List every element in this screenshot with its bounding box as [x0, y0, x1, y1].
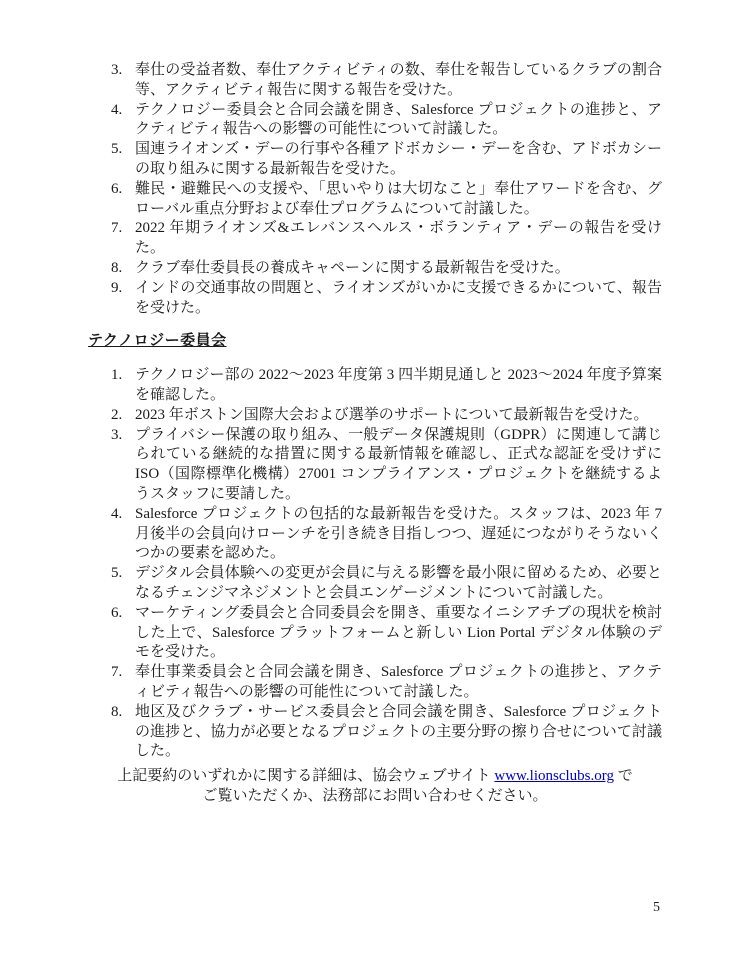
list-item-number: 6.: [111, 604, 123, 621]
list-item-text: 2022 年期ライオンズ&エレバンスヘルス・ボランティア・デーの報告を受けた。: [135, 220, 662, 257]
page-number: 5: [653, 900, 660, 915]
list-item: [88, 61, 662, 101]
list-item: [88, 426, 662, 505]
website-link[interactable]: www.lionsclubs.org: [494, 768, 614, 785]
list-item-number: 3.: [111, 426, 123, 443]
list-item-text: プライバシー保護の取り組み、一般データ保護規則（GDPR）に関連して講じられている継続的な措置に関する最新情報を確認し、正式な認証を受けずに ISO（国際標準化機構）27001 コンプライアンス・プロジェクトを継続するようスタッフに要請した。: [135, 426, 662, 502]
list-item: [88, 101, 662, 141]
list-item-text: 国連ライオンズ・デーの行事や各種アドボカシー・デーを含む、アドボカシーの取り組みに関する最新報告を受けた。: [135, 141, 662, 177]
list-item-number: 7.: [111, 664, 123, 681]
list-item-number: 5.: [111, 141, 123, 158]
list-item-text: テクノロジー部の 2022～2023 年度第 3 四半期見通しと 2023～2024 年度予算案を確認した。: [135, 367, 662, 403]
footer-note: [88, 767, 662, 807]
list-item-text: マーケティング委員会と合同委員会を開き、重要なイニシアチブの現状を検討した上で、Salesforce プラットフォームと新しい Lion Portal デジタル体験のデモを受けた。: [135, 604, 662, 661]
list-item-text: テクノロジー委員会と合同会議を開き、Salesforce プロジェクトの進捗と、アクティビティ報告への影響の可能性について討議した。: [135, 101, 662, 138]
list-item-text: Salesforce プロジェクトの包括的な最新報告を受けた。スタッフは、2023 年 7 月後半の会員向けローンチを引き続き目指しつつ、遅延につながりそうないくつかの要素を認めた。: [135, 505, 662, 562]
list-item: [88, 604, 662, 663]
list-item: [88, 259, 662, 279]
list-item: [88, 366, 662, 406]
list-item-number: 3.: [111, 62, 123, 78]
list-item: [88, 406, 662, 426]
document-body: [88, 61, 662, 807]
list-item-text: インドの交通事故の問題と、ライオンズがいかに支援できるかについて、報告を受けた。: [135, 279, 662, 316]
list-item-text: 難民・避難民への支援や、「思いやりは大切なこと」奉仕アワードを含む、グローバル重点分野および奉仕プログラムについて討議した。: [135, 180, 662, 217]
list-item-number: 5.: [111, 565, 123, 582]
list-item-number: 4.: [111, 505, 123, 522]
list-item-number: 1.: [111, 367, 123, 384]
executive-committee-list: [88, 61, 662, 318]
footer-text-pre: 上記要約のいずれかに関する詳細は、協会ウェブサイト: [117, 768, 495, 785]
list-item-text: 2023 年ボストン国際大会および選挙のサポートについて最新報告を受けた。: [135, 406, 649, 423]
list-item: [88, 279, 662, 319]
list-item: [88, 140, 662, 180]
list-item: [88, 663, 662, 703]
footer-text-line2: ご覧いただくか、法務部にお問い合わせください。: [202, 787, 548, 804]
list-item-text: デジタル会員体験への変更が会員に与える影響を最小限に留めるため、必要となるチェンジマネジメントと会員エンゲージメントについて討議した。: [135, 565, 662, 601]
list-item-number: 6.: [111, 180, 123, 197]
technology-committee-list: [88, 366, 662, 762]
list-item-text: 奉仕の受益者数、奉仕アクティビティの数、奉仕を報告しているクラブの割合等、アクティビティ報告に関する報告を受けた。: [135, 62, 662, 98]
footer-text-post: で: [613, 768, 633, 785]
list-item: [88, 219, 662, 259]
list-item-number: 8.: [111, 703, 123, 720]
list-item: [88, 703, 662, 762]
list-item-text: クラブ奉仕委員長の養成キャペーンに関する最新報告を受けた。: [135, 259, 570, 276]
list-item-text: 地区及びクラブ・サービス委員会と合同会議を開き、Salesforce プロジェクトの進捗と、協力が必要となるプロジェクトの主要分野の擦り合せについて討議した。: [135, 703, 662, 760]
list-item: [88, 564, 662, 604]
list-item-number: 8.: [111, 259, 123, 276]
list-item-text: 奉仕事業委員会と合同会議を開き、Salesforce プロジェクトの進捗と、アクティビティ報告への影響の可能性について討議した。: [135, 664, 662, 700]
list-item: [88, 505, 662, 564]
list-item-number: 9.: [111, 279, 123, 296]
list-item-number: 4.: [111, 101, 123, 118]
technology-committee-heading: テクノロジー委員会: [88, 333, 227, 350]
list-item-number: 7.: [111, 220, 123, 237]
list-item-number: 2.: [111, 406, 123, 423]
list-item: [88, 180, 662, 220]
